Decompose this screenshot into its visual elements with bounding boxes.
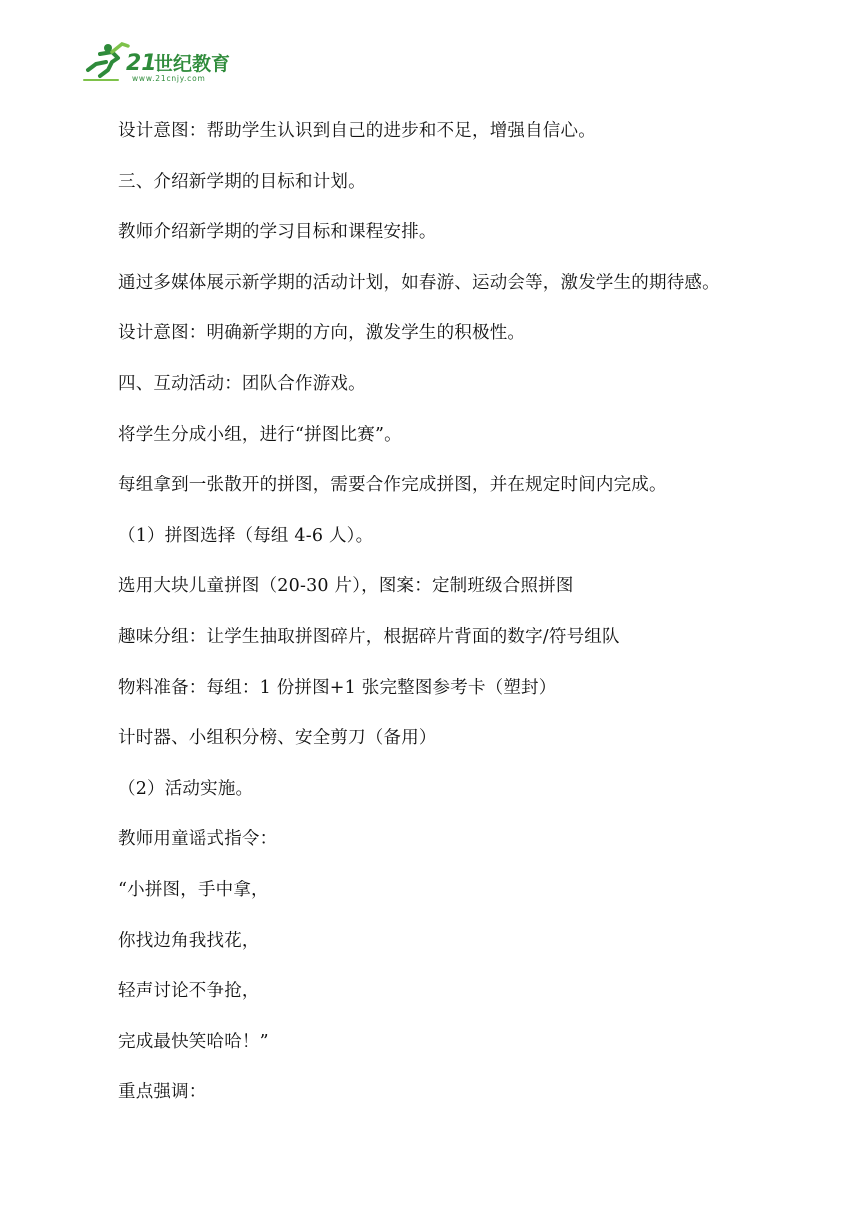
header-logo [78, 40, 258, 84]
section-heading: 三、介绍新学期的目标和计划。 [118, 171, 366, 192]
paragraph-line: 计时器、小组积分榜、安全剪刀（备用） [118, 728, 437, 749]
paragraph-line: 教师用童谣式指令： [118, 829, 278, 850]
svg-text:世纪教育: 世纪教育 [154, 53, 231, 75]
paragraph-line: 每组拿到一张散开的拼图，需要合作完成拼图，并在规定时间内完成。 [118, 475, 667, 496]
svg-text:www.21cnjy.com: www.21cnjy.com [132, 74, 206, 83]
paragraph-line: 重点强调： [118, 1082, 207, 1103]
subsection-heading: （1）拼图选择（每组 4-6 人）。 [118, 525, 374, 546]
rhyme-line: “小拼图，手中拿， [118, 879, 269, 900]
paragraph-line: 通过多媒体展示新学期的活动计划，如春游、运动会等，激发学生的期待感。 [118, 272, 720, 293]
section-heading: 四、互动活动：团队合作游戏。 [118, 373, 366, 394]
paragraph-line: 教师介绍新学期的学习目标和课程安排。 [118, 222, 437, 243]
rhyme-line: 你找边角我找花， [118, 930, 260, 951]
paragraph-line: 设计意图：明确新学期的方向，激发学生的积极性。 [118, 323, 526, 344]
paragraph-line: 设计意图：帮助学生认识到自己的进步和不足，增强自信心。 [118, 121, 596, 141]
subsection-heading: （2）活动实施。 [118, 778, 254, 799]
runner-logo-icon [78, 40, 258, 84]
svg-text:21: 21 [126, 51, 157, 76]
rhyme-line: 轻声讨论不争抢， [118, 981, 260, 1002]
paragraph-line: 选用大块儿童拼图（20-30 片），图案：定制班级合照拼图 [118, 576, 574, 597]
paragraph-line: 将学生分成小组，进行“拼图比赛”。 [118, 424, 402, 445]
paragraph-line: 物料准备：每组：1 份拼图+1 张完整图参考卡（塑封） [118, 677, 557, 698]
paragraph-line: 趣味分组：让学生抽取拼图碎片，根据碎片背面的数字/符号组队 [118, 626, 620, 647]
document-body [118, 112, 818, 1124]
rhyme-line: 完成最快笑哈哈！” [118, 1031, 269, 1052]
